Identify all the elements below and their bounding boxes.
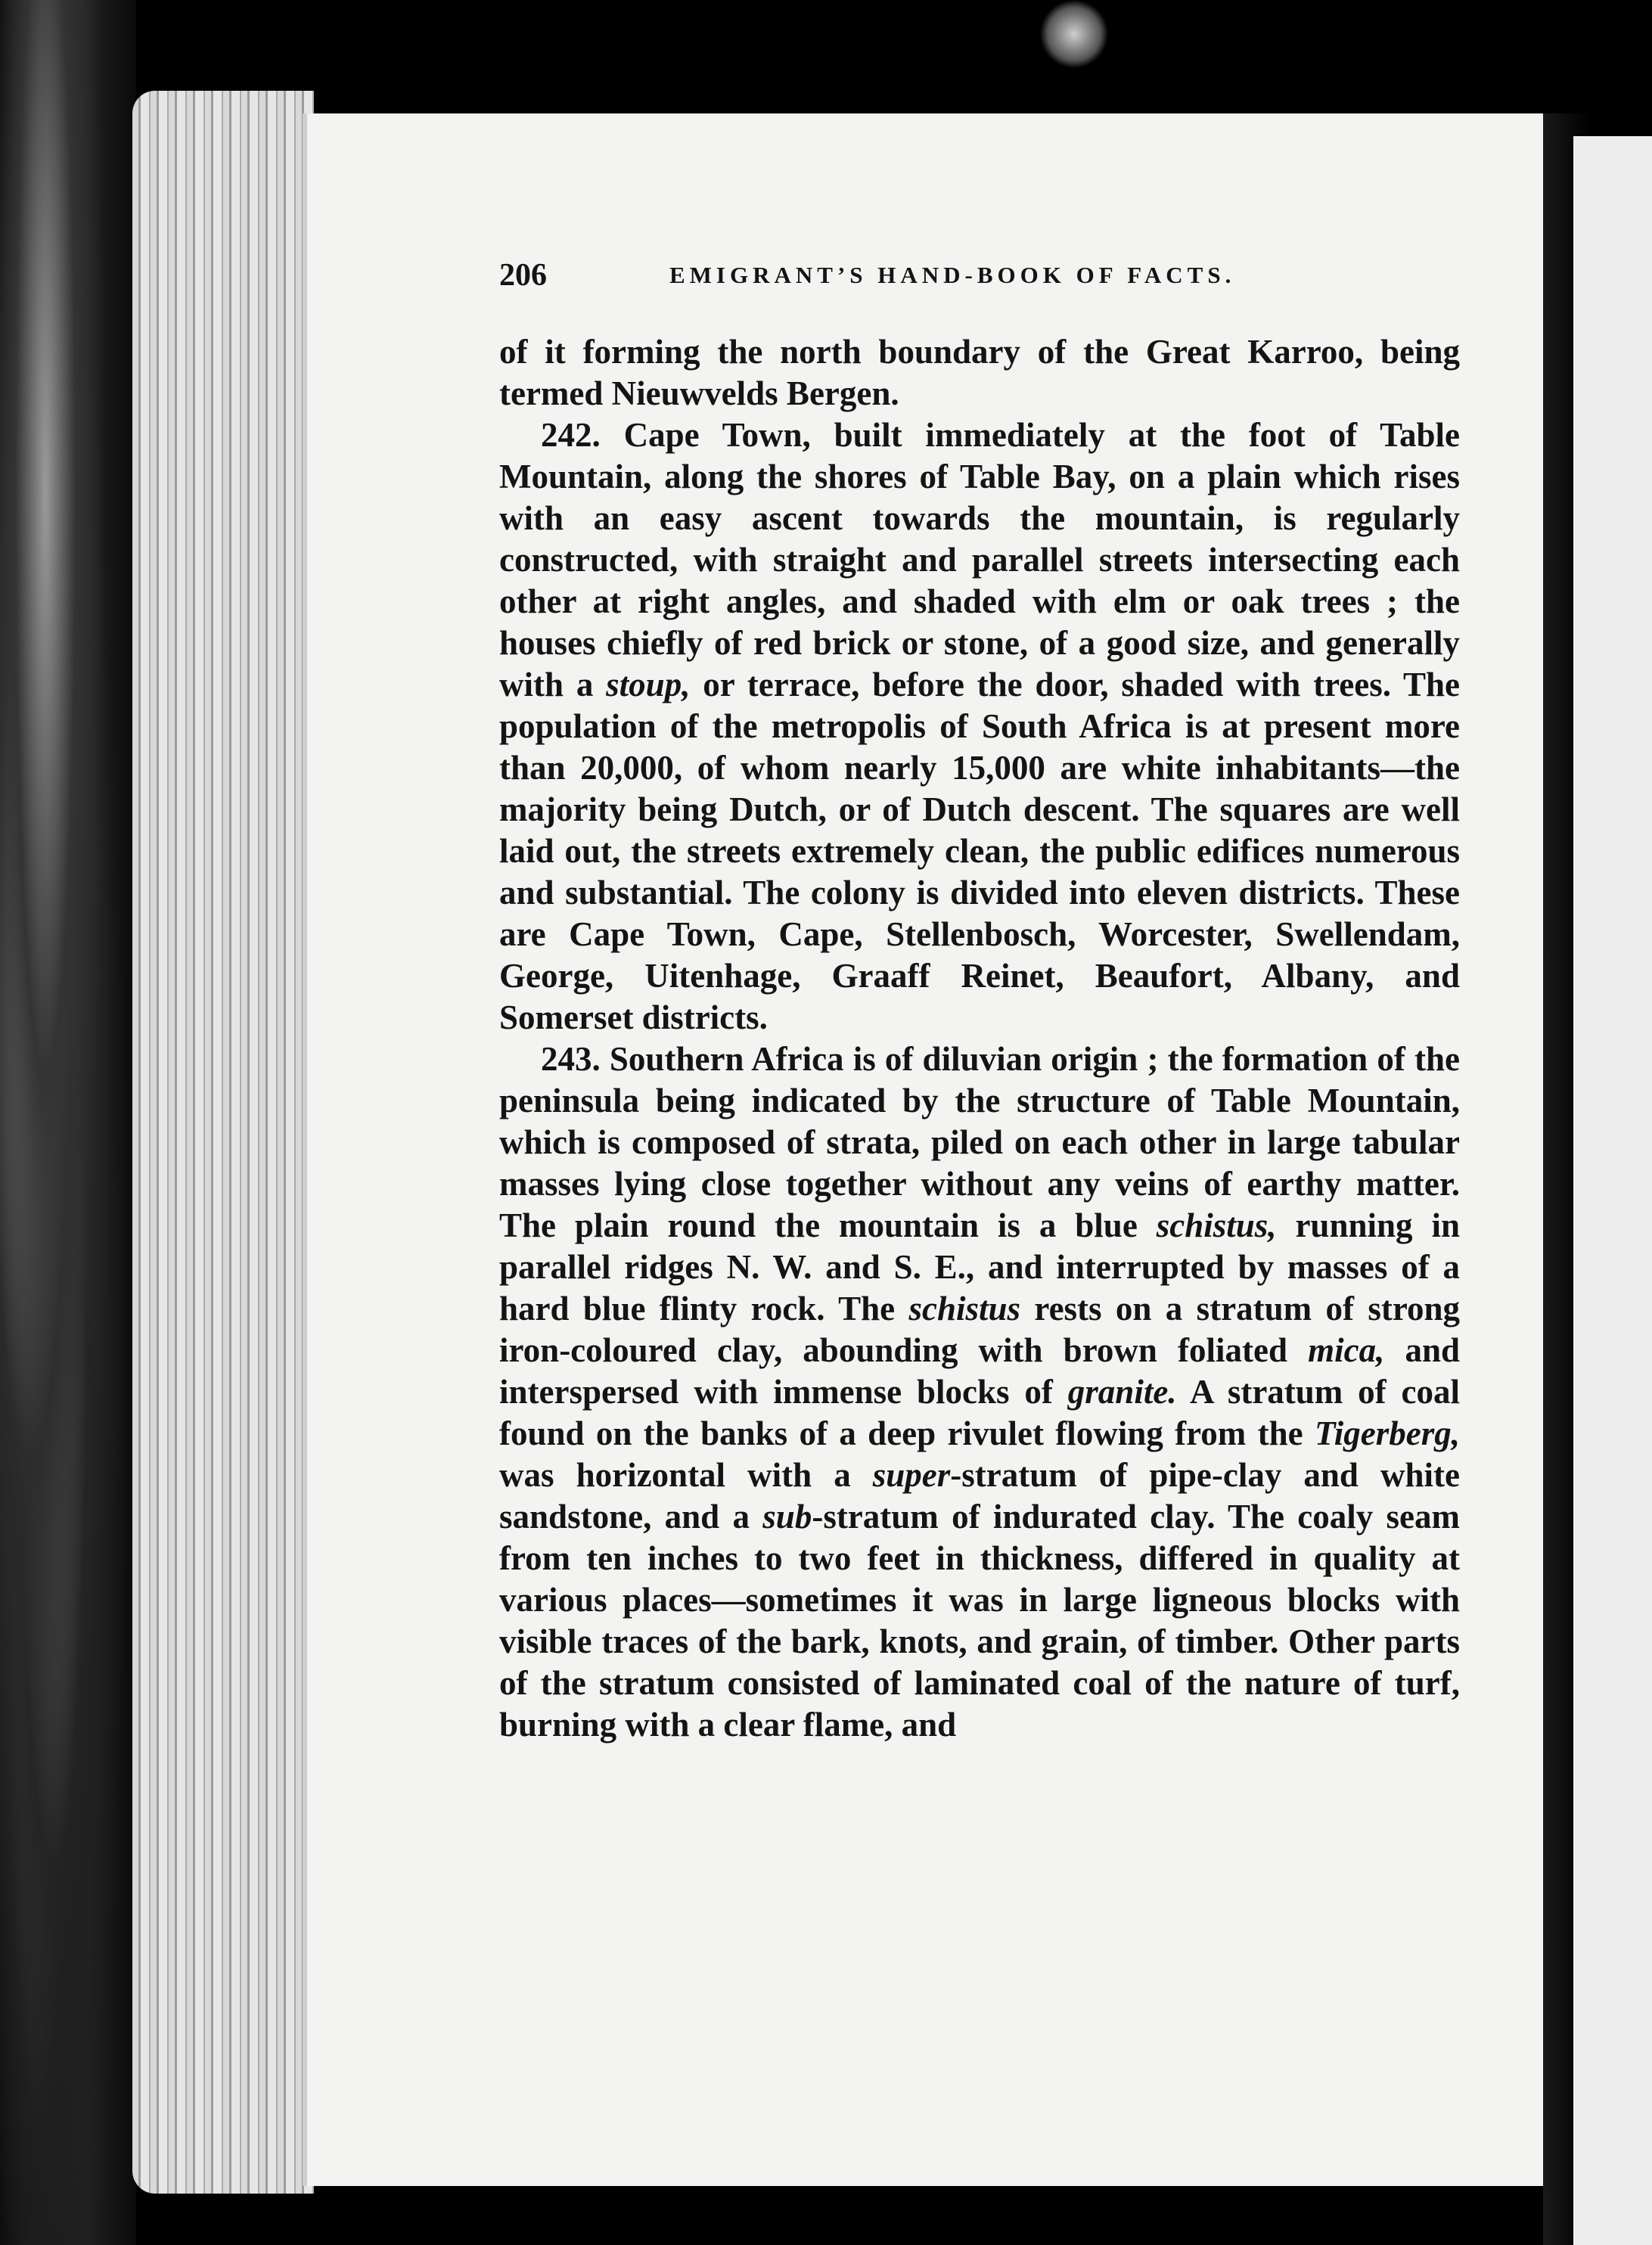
- italic-term: stoup,: [606, 666, 691, 703]
- page-number: 206: [499, 258, 547, 293]
- paragraph-243: [499, 1039, 1460, 1746]
- dark-background: [0, 0, 136, 2245]
- paragraph-text: -stratum of pipe-clay and white sandstone, and a: [499, 1456, 1461, 1535]
- running-title: EMIGRANT’S HAND-BOOK OF FACTS.: [669, 262, 1236, 288]
- paragraph-text: -stratum of indurated clay. The coaly seam from ten inches to two feet in thickness, differed in quality at various places—sometimes it was in large ligneous blocks with visible traces of the bark, knots, and grain, of timber. Other parts of the stratum consisted of laminated coal of the nature of turf, burning with a clear flame, and: [499, 1498, 1461, 1744]
- paragraph-text: of it forming the north boundary of the Great Karroo, being termed Nieuwvelds Bergen.: [499, 333, 1460, 412]
- page-text-block: [499, 257, 1460, 1746]
- italic-term: schistus: [908, 1290, 1021, 1327]
- paragraph-text: A stratum of coal found on the banks of a deep rivulet flowing from the: [499, 1373, 1460, 1452]
- paragraph-text: 243. Southern Africa is of diluvian origin ; the formation of the peninsula being indicated by the structure of Table Mountain, which is composed of strata, piled on each other in large tabular masses lying close together without any veins of earthy matter. The plain round the mountain is a blue: [499, 1040, 1460, 1244]
- italic-term: sub: [762, 1498, 812, 1535]
- paragraph-text: rests on a stratum of strong iron-coloured clay, abounding with brown foliated: [499, 1290, 1461, 1369]
- paragraph-continuation: [499, 331, 1460, 415]
- italic-term: schistus,: [1156, 1206, 1277, 1244]
- italic-term: Tigerberg,: [1314, 1414, 1460, 1452]
- running-head: [499, 257, 1460, 303]
- paragraph-text: and interspersed with immense blocks of: [499, 1331, 1460, 1411]
- italic-term: mica,: [1308, 1331, 1385, 1369]
- paragraph-242: [499, 415, 1460, 1039]
- page-fore-edges: [132, 91, 314, 2194]
- paragraph-text: or terrace, before the door, shaded with trees. The population of the metropolis of South Africa is at present more than 20,000, of whom nearly 15,000 are white inhabitants—the majority being Dutch, or of Dutch descent. The squares are well laid out, the streets extremely clean, the public edifices numerous and substantial. The colony is divided into eleven districts. These are Cape Town, Cape, Stellenbosch, Worcester, Swellendam, George, Uitenhage, Graaff Reinet, Beaufort, Albany, and Somerset districts.: [499, 666, 1461, 1036]
- paragraph-text: was horizontal with a: [499, 1456, 873, 1494]
- paragraph-text: 242. Cape Town, built immediately at the foot of Table Mountain, along the shores of Table Bay, on a plain which rises with an easy ascent towards the mountain, is regularly constructed, with straight and parallel streets intersecting each other at right angles, and shaded with elm or oak trees ; the houses chiefly of red brick or stone, of a good size, and generally with a: [499, 416, 1460, 703]
- paragraph-text: running in parallel ridges N. W. and S. E., and interrupted by masses of a hard blue flinty rock. The: [499, 1206, 1460, 1327]
- facing-page-edge: [1573, 136, 1652, 2245]
- italic-term: super: [872, 1456, 951, 1494]
- scan-blemish: [1040, 0, 1108, 68]
- italic-term: granite.: [1067, 1373, 1177, 1411]
